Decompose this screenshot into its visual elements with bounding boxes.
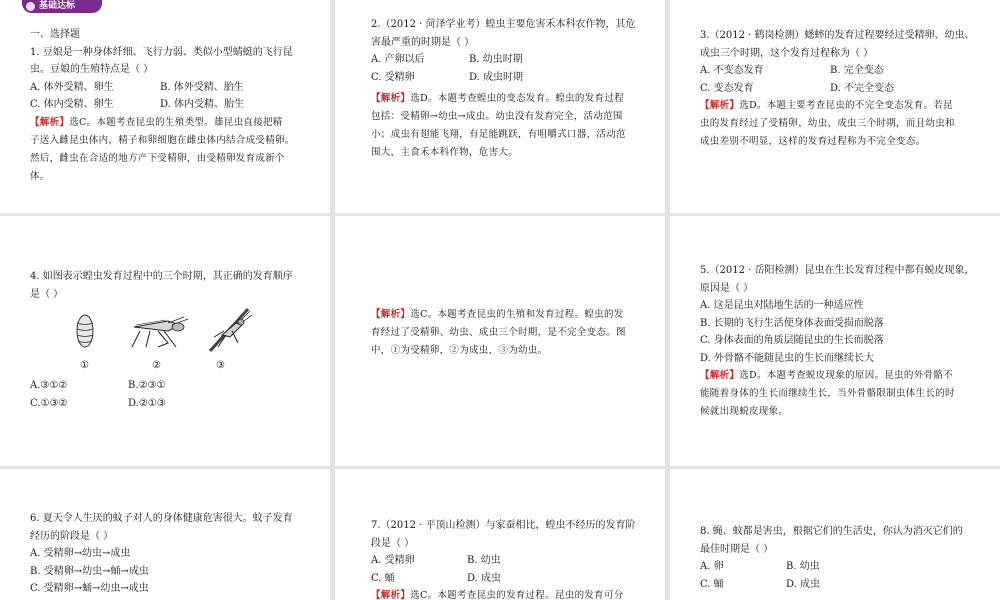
options-row bbox=[700, 558, 986, 576]
option-c: C. 身体表面的角质层随昆虫的生长而脱落 bbox=[700, 335, 884, 346]
panel-question-2 bbox=[335, 0, 665, 213]
option-a: A. 不变态发育 bbox=[700, 65, 764, 76]
option-a: A. 受精卵 bbox=[371, 555, 415, 566]
explanation-line: 选D。本题主要考查昆虫的不完全变态发育。若昆 bbox=[739, 100, 953, 111]
options-row bbox=[700, 576, 986, 594]
options-row bbox=[30, 395, 316, 413]
option-b: B. 长期的飞行生活使身体表面受损而脱落 bbox=[700, 317, 884, 329]
option-c: C. 受精卵 bbox=[371, 71, 415, 83]
options-row bbox=[371, 69, 651, 87]
explanation-line: 育经过了受精卵、幼虫、成虫三个时期，是不完全变态。图 bbox=[371, 327, 626, 338]
explanation bbox=[371, 306, 651, 360]
section-badge bbox=[22, 0, 102, 13]
explanation-line: 能随着身体的生长而继续生长，当外骨骼限制虫体生长的时 bbox=[700, 388, 955, 399]
question-text: 虫。豆娘的生殖特点是（ ） bbox=[30, 64, 154, 75]
option-b: B. 完全变态 bbox=[830, 65, 884, 76]
option-d: D. 成虫时期 bbox=[469, 71, 524, 83]
panel-question-5 bbox=[670, 216, 1000, 466]
question-text: 2.（2012 · 菏泽学业考）蝗虫主要危害禾本科农作物，其危 bbox=[371, 19, 636, 30]
explanation-line: 包括：受精卵→幼虫→成虫。幼虫没有发育完全，活动范围 bbox=[371, 111, 623, 122]
question-text: 最佳时期是（ ） bbox=[700, 543, 774, 555]
options-row bbox=[30, 79, 316, 97]
locust-stages-figure bbox=[30, 311, 270, 373]
explanation-line: 虫的发育经过了受精卵、幼虫、成虫三个时期，而且幼虫和 bbox=[700, 118, 955, 129]
option-d: D.②①③ bbox=[128, 397, 166, 409]
options-row bbox=[371, 570, 651, 588]
panel-question-3 bbox=[670, 0, 1000, 213]
option-a: A. 这是昆虫对陆地生活的一种适应性 bbox=[700, 300, 864, 311]
explanation-line: 选C。本题考查昆虫的生殖类型。雄昆虫直接把精 bbox=[69, 116, 283, 128]
explanation-tag: 【解析】 bbox=[371, 590, 411, 600]
option-c: C. 蛹 bbox=[371, 572, 395, 584]
explanation-tag: 【解析】 bbox=[700, 370, 740, 381]
explanation bbox=[30, 114, 316, 186]
explanation bbox=[371, 90, 651, 162]
explanation-line: 体。 bbox=[30, 170, 50, 182]
option-b: B.②③① bbox=[128, 380, 166, 391]
figure-label-3: ③ bbox=[216, 360, 225, 371]
section-title: 一、选择题 bbox=[30, 29, 80, 40]
explanation-line: 成虫差别不明显，这样的发育过程称为不完全变态。 bbox=[700, 136, 926, 147]
question-text: 4. 如图表示蝗虫发育过程中的三个时期，其正确的发育顺序 bbox=[30, 271, 293, 282]
option-d: D. 不完全变态 bbox=[830, 82, 895, 94]
question-text: 3.（2012 · 鹤岗检测）蟋蟀的发育过程要经过受精卵、幼虫、 bbox=[700, 30, 975, 41]
panel-question-6 bbox=[0, 469, 330, 600]
question-text: 是（ ） bbox=[30, 288, 64, 300]
options-row bbox=[700, 62, 986, 80]
locust-egg-image bbox=[70, 311, 100, 358]
question-text: 害最严重的时期是（ ） bbox=[371, 36, 475, 48]
explanation-line: 然后，雌虫在合适的地方产下受精卵，由受精卵发育成新个 bbox=[30, 152, 285, 164]
option-a: A. 产卵以后 bbox=[371, 54, 425, 65]
explanation-line: 小；成虫有翅能飞翔，有足能跳跃，有咀嚼式口器，活动范 bbox=[371, 129, 626, 140]
option-a: A.③①② bbox=[30, 380, 68, 391]
question-text: 成虫三个时期，这个发育过程称为（ ） bbox=[700, 47, 874, 59]
option-a: A. 卵 bbox=[700, 561, 724, 572]
question-text: 8. 蝇、蚊都是害虫，根据它们的生活史，你认为消灭它们的 bbox=[700, 526, 963, 537]
badge-dot-icon bbox=[26, 2, 35, 11]
option-b: B. 幼虫 bbox=[786, 561, 820, 572]
explanation-line: 子送入雌昆虫体内，精子和卵细胞在雌虫体内结合成受精卵。 bbox=[30, 134, 295, 146]
explanation-line: 选C。本题考查昆虫的发育过程。昆虫的发育可分 bbox=[410, 590, 624, 600]
option-b: B. 幼虫 bbox=[467, 555, 501, 566]
option-d: D. 外骨骼不能随昆虫的生长而继续长大 bbox=[700, 352, 875, 364]
options-row bbox=[371, 552, 651, 570]
question-text: 5.（2012 · 岳阳检测）昆虫在生长发育过程中都有蜕皮现象， bbox=[700, 265, 975, 276]
panel-answer-4 bbox=[335, 216, 665, 466]
explanation-tag: 【解析】 bbox=[371, 93, 411, 104]
option-c: C. 变态发育 bbox=[700, 82, 754, 94]
option-c: C. 蛹 bbox=[700, 578, 724, 590]
option-a: A. 体外受精、卵生 bbox=[30, 81, 114, 93]
figure-label-2: ② bbox=[152, 360, 161, 371]
badge-label: 基础达标 bbox=[39, 1, 76, 11]
options-row bbox=[371, 51, 651, 69]
figure-label-1: ① bbox=[80, 360, 89, 371]
panel-question-1 bbox=[0, 0, 330, 213]
explanation-line: 中，①为受精卵，②为成虫，③为幼虫。 bbox=[371, 345, 548, 356]
adult-locust-image bbox=[128, 313, 190, 358]
option-d: D. 成虫 bbox=[467, 572, 502, 584]
explanation-tag: 【解析】 bbox=[700, 100, 740, 111]
panel-question-4 bbox=[0, 216, 330, 466]
explanation-line: 选C。本题考查昆虫的生殖和发育过程。蝗虫的发 bbox=[410, 309, 624, 320]
panel-question-7 bbox=[335, 469, 665, 600]
option-c: C. 受精卵→蛹→幼虫→成虫 bbox=[30, 583, 149, 594]
panel-question-8 bbox=[670, 469, 1000, 600]
explanation bbox=[700, 367, 986, 421]
explanation-tag: 【解析】 bbox=[30, 116, 70, 128]
explanation-line: 选D。本题考查蝗虫的变态发育。蝗虫的发育过程 bbox=[410, 93, 624, 104]
nymph-locust-image bbox=[208, 307, 252, 360]
options-row bbox=[700, 80, 986, 98]
option-b: B. 体外受精、胎生 bbox=[160, 81, 244, 93]
explanation bbox=[700, 97, 986, 151]
options-row bbox=[30, 96, 316, 114]
question-text: 段是（ ） bbox=[371, 537, 415, 549]
option-d: D. 成虫 bbox=[786, 578, 821, 590]
explanation bbox=[371, 587, 651, 600]
option-a: A. 受精卵→幼虫→成虫 bbox=[30, 548, 131, 559]
question-text: 1. 豆娘是一种身体纤细、飞行力弱、类似小型蜻蜓的飞行昆 bbox=[30, 46, 293, 58]
option-c: C.①③② bbox=[30, 397, 68, 409]
option-c: C. 体内受精、卵生 bbox=[30, 99, 114, 110]
question-text: 经历的阶段是（ ） bbox=[30, 530, 114, 542]
explanation-line: 候就出现蜕皮现象。 bbox=[700, 406, 789, 417]
option-b: B. 幼虫时期 bbox=[469, 54, 523, 65]
question-text: 原因是（ ） bbox=[700, 282, 754, 294]
options-row bbox=[30, 377, 316, 395]
question-text: 7.（2012 · 平顶山检测）与家蚕相比，蝗虫不经历的发育阶 bbox=[371, 520, 636, 531]
explanation-tag: 【解析】 bbox=[371, 309, 411, 320]
explanation-line: 选D。本题考查蜕皮现象的原因。昆虫的外骨骼不 bbox=[739, 370, 953, 381]
question-text: 6. 夏天令人生厌的蚊子对人的身体健康危害很大。蚊子发育 bbox=[30, 513, 293, 524]
option-b: B. 受精卵→幼虫→蛹→成虫 bbox=[30, 565, 149, 577]
explanation-line: 围大，主食禾本科作物，危害大。 bbox=[371, 147, 519, 158]
option-d: D. 体内受精、胎生 bbox=[160, 99, 245, 110]
